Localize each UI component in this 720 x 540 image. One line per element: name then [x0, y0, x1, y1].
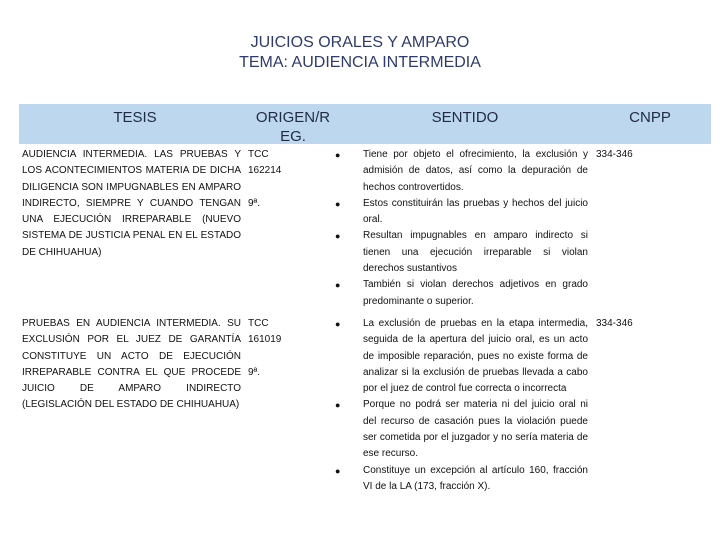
row-1-origen-registry: 162214 [248, 165, 282, 177]
row-2-origen-blank [248, 349, 328, 365]
row-2-tesis: PRUEBAS EN AUDIENCIA INTERMEDIA. SU EXCLUSIÓN POR EL JUEZ DE GARANTÍA CONSTITUYE UN ACTO DE EJECUCIÓN IRREPARABLE CONTRA EL QUE PROCEDE JUICIO DE AMPARO INDIRECTO (LEGISLACIÓN DEL ESTADO DE CHIHUAHUA) [22, 318, 241, 411]
header-cnpp: CNPP [629, 109, 671, 126]
bullet-icon: ● [335, 400, 341, 411]
row-1-origen [248, 147, 328, 212]
row-2-origen-registry: 161019 [248, 334, 282, 346]
row-1-origen-blank [248, 180, 328, 196]
bullet-icon: ● [335, 465, 341, 476]
title-line-2: TEMA: AUDIENCIA INTERMEDIA [239, 54, 481, 71]
bullet-icon: ● [335, 280, 341, 291]
list-item: ● También si violan derechos adjetivos en grado predominante o superior. [335, 279, 588, 307]
header-origen-line1: ORIGEN/R [255, 109, 331, 126]
list-item: ● La exclusión de pruebas en la etapa intermedia, seguida de la apertura del juicio oral, es un acto de imposible reparación, pues no existe forma de analizar si la exclusión de pruebas llevada a cabo por el juez de control fue correcta o incorrecta [335, 318, 588, 395]
row-1-origen-epoch: 9ª. [248, 197, 261, 209]
bullet-icon: ● [335, 231, 341, 242]
list-item: ● Resultan impugnables en amparo indirecto si tienen una ejecución irreparable si violan derechos sustantivos [335, 230, 588, 275]
title-line-1: JUICIOS ORALES Y AMPARO [250, 34, 470, 51]
list-item: ● Estos constituirán las pruebas y hechos del juicio oral. [335, 197, 588, 226]
list-item: ● Porque no podrá ser materia ni del juicio oral ni del recurso de casación pues la violación puede ser cometida por el juzgador y no sería materia de ese recurso. [335, 399, 588, 460]
bullet-icon: ● [335, 150, 341, 160]
row-2-cnpp: 334-346 [596, 318, 633, 329]
list-item: ● Constituye un excepción al artículo 160, fracción VI de la LA (173, fracción X). [335, 464, 588, 492]
row-1-cnpp: 334-346 [596, 149, 633, 160]
header-sentido: SENTIDO [431, 109, 499, 126]
bullet-icon: ● [335, 319, 341, 329]
row-1-tesis: AUDIENCIA INTERMEDIA. LAS PRUEBAS Y LOS ACONTECIMIENTOS MATERIA DE DICHA DILIGENCIA SON IMPUGNABLES EN AMPARO INDIRECTO, SIEMPRE Y CUANDO TENGAN UNA EJECUCIÓN IRREPARABLE (NUEVO SISTEMA DE JUSTICIA PENAL EN EL ESTADO DE CHIHUAHUA) [22, 149, 241, 258]
row-2-origen-court: TCC [248, 318, 269, 329]
row-1-origen-court: TCC [248, 149, 269, 160]
row-2-sentido-list [333, 316, 588, 495]
bullet-icon: ● [335, 198, 341, 209]
header-origen-line2: EG. [280, 128, 306, 145]
header-origen [248, 108, 338, 146]
row-2-origen-epoch: 9ª. [248, 366, 261, 378]
list-item: ● Tiene por objeto el ofrecimiento, la exclusión y admisión de datos, así como la depuración de hechos controvertidos. [335, 149, 588, 193]
row-1-sentido-list [333, 147, 588, 310]
row-2-origen [248, 316, 328, 381]
header-tesis: TESIS [113, 109, 157, 126]
